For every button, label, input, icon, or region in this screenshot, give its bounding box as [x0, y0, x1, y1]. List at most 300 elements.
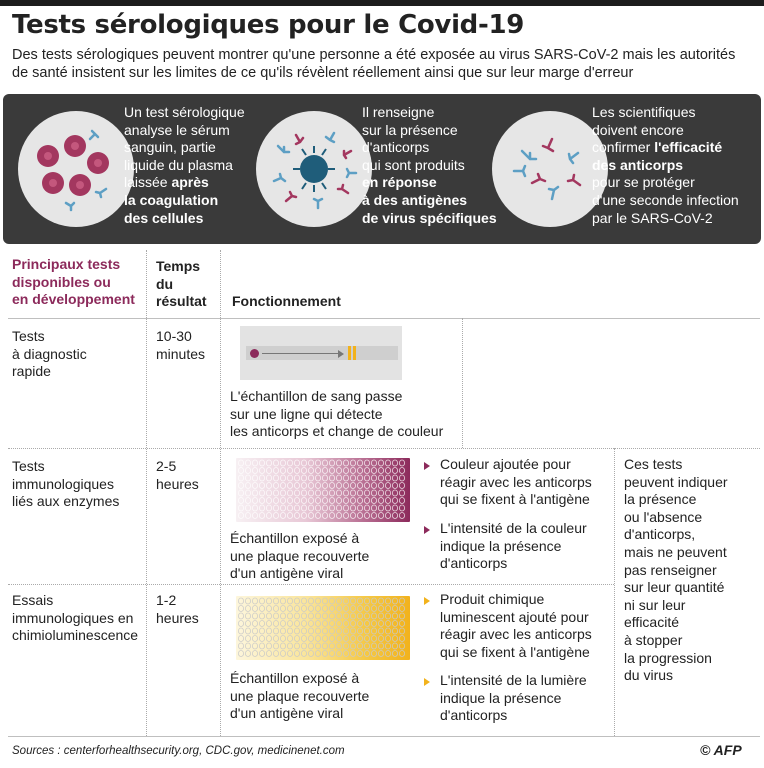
- bullet-arrow-icon: [424, 526, 430, 534]
- plate-well: [343, 613, 348, 619]
- plate-well: [371, 513, 376, 519]
- plate-well: [364, 613, 369, 619]
- plate-well: [252, 483, 257, 489]
- plate-well: [343, 651, 348, 657]
- plate-well: [287, 475, 292, 481]
- plate-well: [329, 606, 334, 612]
- plate-well: [371, 468, 376, 474]
- plate-well: [315, 613, 320, 619]
- plate-well: [343, 483, 348, 489]
- plate-well: [399, 513, 404, 519]
- plate-well: [343, 460, 348, 466]
- plate-well: [308, 628, 313, 634]
- flow-arrow-line: [262, 353, 340, 354]
- plate-well: [308, 513, 313, 519]
- plate-well: [343, 643, 348, 649]
- plate-well: [357, 475, 362, 481]
- plate-well: [294, 613, 299, 619]
- plate-well: [322, 513, 327, 519]
- plate-well: [238, 475, 243, 481]
- plate-well: [357, 483, 362, 489]
- plate-well: [329, 475, 334, 481]
- plate-well: [350, 498, 355, 504]
- plate-well: [287, 483, 292, 489]
- plate-well: [329, 513, 334, 519]
- plate-well: [287, 513, 292, 519]
- plate-well: [287, 498, 292, 504]
- plate-well: [343, 598, 348, 604]
- plate-well: [301, 621, 306, 627]
- plate-well: [392, 606, 397, 612]
- plate-well: [294, 468, 299, 474]
- plate-well: [392, 598, 397, 604]
- plate-well: [259, 628, 264, 634]
- plate-well: [294, 606, 299, 612]
- plate-well: [392, 498, 397, 504]
- plate-well: [287, 606, 292, 612]
- plate-well: [336, 613, 341, 619]
- plate-well: [308, 636, 313, 642]
- plate-well: [294, 498, 299, 504]
- plate-well: [322, 628, 327, 634]
- plate-well: [399, 598, 404, 604]
- plate-well: [392, 490, 397, 496]
- plate-well: [378, 651, 383, 657]
- col-divider-1: [146, 250, 147, 736]
- plate-well: [252, 636, 257, 642]
- plate-well: [329, 505, 334, 511]
- plate-well: [308, 490, 313, 496]
- plate-well: [252, 490, 257, 496]
- plate-well: [245, 505, 250, 511]
- plate-well: [301, 613, 306, 619]
- plate-well: [280, 651, 285, 657]
- plate-well: [238, 483, 243, 489]
- limitations-note: Ces tests peuvent indiquer la présence ou l'absence d'anticorps, mais ne peuvent pas renseigner sur leur quantité ni sur leur efficacité à stopper la progression du virus: [624, 456, 728, 684]
- row-divider-1: [8, 448, 760, 449]
- plate-well: [371, 598, 376, 604]
- plate-well: [259, 460, 264, 466]
- row3-bullet-1: Produit chimique luminescent ajouté pour réagir avec les anticorps qui se fixent à l'antigène: [440, 591, 592, 660]
- plate-well: [273, 505, 278, 511]
- sources: Sources : centerforhealthsecurity.org, CDC.gov, medicinenet.com: [12, 745, 345, 757]
- plate-well: [308, 598, 313, 604]
- plate-well: [329, 636, 334, 642]
- panel-text-3: Les scientifiques doivent encore confirmer l'efficacité des anticorps pour se protéger d'une seconde infection par le SARS-CoV-2: [592, 104, 739, 226]
- row3-time: 1-2 heures: [156, 592, 199, 626]
- plate-well: [322, 468, 327, 474]
- plate-well: [273, 636, 278, 642]
- plate-well: [322, 483, 327, 489]
- plate-well: [378, 475, 383, 481]
- plate-well: [245, 475, 250, 481]
- plate-well: [245, 468, 250, 474]
- top-bar: [0, 0, 764, 6]
- plate-well: [378, 621, 383, 627]
- plate-well: [378, 498, 383, 504]
- plate-well: [245, 460, 250, 466]
- plate-well: [343, 606, 348, 612]
- plate-well: [378, 598, 383, 604]
- plate-well: [329, 613, 334, 619]
- plate-well: [364, 475, 369, 481]
- plate-well: [350, 651, 355, 657]
- plate-well: [273, 468, 278, 474]
- plate-well: [399, 621, 404, 627]
- plate-well: [378, 483, 383, 489]
- plate-well: [329, 628, 334, 634]
- plate-well: [343, 490, 348, 496]
- plate-well: [357, 621, 362, 627]
- plate-well: [252, 498, 257, 504]
- plate-well: [308, 621, 313, 627]
- plate-well: [238, 468, 243, 474]
- plate-well: [266, 636, 271, 642]
- sample-dot: [250, 349, 259, 358]
- plate-well: [315, 505, 320, 511]
- plate-well: [308, 606, 313, 612]
- plate-well: [315, 621, 320, 627]
- plate-well: [350, 598, 355, 604]
- plate-well: [350, 460, 355, 466]
- plate-well: [329, 468, 334, 474]
- plate-well: [329, 460, 334, 466]
- plate-well: [336, 505, 341, 511]
- plate-well: [266, 483, 271, 489]
- plate-well: [238, 498, 243, 504]
- plate-well: [280, 490, 285, 496]
- plate-well: [266, 628, 271, 634]
- plate-well: [259, 621, 264, 627]
- plate-well: [364, 513, 369, 519]
- plate-well: [238, 598, 243, 604]
- plate-well: [399, 475, 404, 481]
- plate-well: [371, 628, 376, 634]
- plate-well: [322, 498, 327, 504]
- plate-well: [266, 613, 271, 619]
- plate-well: [252, 598, 257, 604]
- plate-well: [252, 651, 257, 657]
- plate-well: [392, 613, 397, 619]
- plate-well: [336, 606, 341, 612]
- plate-well: [364, 651, 369, 657]
- plate-well: [280, 606, 285, 612]
- plate-well: [378, 613, 383, 619]
- plate-well: [259, 613, 264, 619]
- plate-well: [315, 606, 320, 612]
- plate-well: [266, 651, 271, 657]
- plate-well: [385, 460, 390, 466]
- plate-well: [301, 643, 306, 649]
- luminescence-plate: [236, 596, 410, 660]
- plate-well: [364, 498, 369, 504]
- plate-well: [350, 621, 355, 627]
- plate-well: [378, 606, 383, 612]
- plate-well: [336, 490, 341, 496]
- header-divider: [8, 318, 760, 319]
- plate-well: [364, 483, 369, 489]
- plate-well: [280, 613, 285, 619]
- plate-well: [245, 643, 250, 649]
- plate-well: [385, 643, 390, 649]
- plate-well: [378, 628, 383, 634]
- plate-well: [399, 460, 404, 466]
- plate-well: [350, 490, 355, 496]
- plate-well: [371, 606, 376, 612]
- plate-well: [336, 651, 341, 657]
- plate-well: [378, 636, 383, 642]
- plate-well: [350, 613, 355, 619]
- plate-well: [245, 490, 250, 496]
- plate-well: [238, 651, 243, 657]
- plate-well: [266, 498, 271, 504]
- plate-well: [392, 483, 397, 489]
- plate-well: [385, 636, 390, 642]
- plate-well: [273, 513, 278, 519]
- plate-well: [280, 621, 285, 627]
- plate-well: [364, 490, 369, 496]
- plate-well: [371, 651, 376, 657]
- plate-well: [385, 628, 390, 634]
- row2-time: 2-5 heures: [156, 458, 199, 492]
- plate-well: [336, 643, 341, 649]
- plate-well: [315, 460, 320, 466]
- plate-well: [245, 498, 250, 504]
- plate-well: [378, 468, 383, 474]
- plate-well: [315, 498, 320, 504]
- plate-well: [287, 490, 292, 496]
- plate-well: [245, 483, 250, 489]
- plate-well: [294, 651, 299, 657]
- plate-well: [287, 621, 292, 627]
- plate-well: [301, 513, 306, 519]
- plate-well: [238, 613, 243, 619]
- plate-well: [238, 505, 243, 511]
- plate-well: [294, 621, 299, 627]
- footer-divider: [8, 736, 760, 737]
- antibodies-illustration: [492, 111, 608, 227]
- plate-well: [371, 490, 376, 496]
- plate-well: [336, 621, 341, 627]
- row-divider-2: [8, 584, 614, 585]
- plate-well: [301, 490, 306, 496]
- plate-well: [301, 468, 306, 474]
- plate-well: [273, 460, 278, 466]
- plate-well: [273, 483, 278, 489]
- plate-well: [378, 505, 383, 511]
- plate-well: [287, 628, 292, 634]
- plate-well: [322, 598, 327, 604]
- plate-well: [294, 460, 299, 466]
- plate-well: [266, 621, 271, 627]
- plate-well: [336, 598, 341, 604]
- plate-well: [259, 468, 264, 474]
- panel-text-1: Un test sérologique analyse le sérum sanguin, partie liquide du plasma laissée après la coagulation des cellules: [124, 104, 245, 226]
- plate-well: [301, 606, 306, 612]
- plate-well: [315, 468, 320, 474]
- header-time: Temps du résultat: [156, 258, 207, 309]
- plate-well: [385, 475, 390, 481]
- plate-well: [343, 505, 348, 511]
- plate-well: [308, 468, 313, 474]
- plate-well: [336, 513, 341, 519]
- plate-well: [399, 613, 404, 619]
- plate-well: [259, 651, 264, 657]
- plate-well: [315, 490, 320, 496]
- plate-well: [322, 606, 327, 612]
- plate-well: [259, 636, 264, 642]
- plate-well: [252, 621, 257, 627]
- plate-well: [315, 513, 320, 519]
- plate-well: [259, 505, 264, 511]
- row3-desc: Échantillon exposé à une plaque recouverte d'un antigène viral: [230, 670, 370, 722]
- plate-well: [336, 628, 341, 634]
- plate-well: [371, 505, 376, 511]
- plate-well: [357, 643, 362, 649]
- plate-well: [364, 460, 369, 466]
- plate-well: [385, 598, 390, 604]
- plate-well: [343, 513, 348, 519]
- plate-well: [266, 475, 271, 481]
- plate-well: [273, 498, 278, 504]
- plate-well: [266, 513, 271, 519]
- plate-well: [315, 475, 320, 481]
- plate-well: [343, 628, 348, 634]
- plate-well: [371, 643, 376, 649]
- plate-well: [322, 643, 327, 649]
- plate-well: [343, 636, 348, 642]
- plate-well: [315, 643, 320, 649]
- plate-well: [294, 636, 299, 642]
- plate-well: [364, 621, 369, 627]
- plate-well: [371, 460, 376, 466]
- row2-bullet-1: Couleur ajoutée pour réagir avec les anticorps qui se fixent à l'antigène: [440, 456, 592, 508]
- plate-well: [259, 643, 264, 649]
- plate-well: [308, 498, 313, 504]
- plate-well: [322, 490, 327, 496]
- plate-well: [294, 483, 299, 489]
- plate-well: [336, 475, 341, 481]
- plate-well: [336, 498, 341, 504]
- plate-well: [238, 606, 243, 612]
- bullet-arrow-icon: [424, 678, 430, 686]
- plate-well: [301, 498, 306, 504]
- plate-well: [294, 475, 299, 481]
- plate-well: [322, 636, 327, 642]
- test-band-1: [348, 346, 351, 360]
- plate-well: [301, 475, 306, 481]
- plate-well: [357, 498, 362, 504]
- plate-well: [301, 598, 306, 604]
- plate-well: [336, 483, 341, 489]
- plate-well: [280, 468, 285, 474]
- plate-well: [280, 483, 285, 489]
- plate-well: [287, 643, 292, 649]
- plate-well: [238, 643, 243, 649]
- plate-well: [273, 621, 278, 627]
- plate-well: [385, 606, 390, 612]
- plate-well: [357, 598, 362, 604]
- plate-well: [238, 636, 243, 642]
- plate-well: [287, 636, 292, 642]
- plate-well: [392, 505, 397, 511]
- plate-well: [252, 643, 257, 649]
- plate-well: [301, 483, 306, 489]
- antibody-icon: [492, 111, 608, 227]
- plate-well: [399, 636, 404, 642]
- plate-well: [245, 513, 250, 519]
- plate-well: [385, 468, 390, 474]
- plate-well: [266, 598, 271, 604]
- plate-well: [357, 613, 362, 619]
- plate-well: [266, 460, 271, 466]
- plate-well: [392, 513, 397, 519]
- plate-well: [322, 475, 327, 481]
- plate-well: [308, 460, 313, 466]
- plate-well: [301, 460, 306, 466]
- plate-well: [399, 643, 404, 649]
- plate-well: [252, 606, 257, 612]
- plate-well: [259, 513, 264, 519]
- plate-well: [308, 643, 313, 649]
- plate-well: [399, 490, 404, 496]
- plate-well: [378, 643, 383, 649]
- plate-well: [350, 606, 355, 612]
- plate-well: [252, 613, 257, 619]
- plate-well: [399, 628, 404, 634]
- plate-well: [378, 460, 383, 466]
- elisa-plate: [236, 458, 410, 522]
- afp-credit: © AFP: [700, 742, 742, 758]
- page-subtitle: Des tests sérologiques peuvent montrer qu'une personne a été exposée au virus SARS-CoV-2 mais les autorités de santé insistent sur les limites de ce qu'ils révèlent réellement ainsi que sur leur marge d'erreur: [12, 47, 736, 81]
- plate-well: [259, 598, 264, 604]
- plate-well: [280, 628, 285, 634]
- plate-well: [322, 651, 327, 657]
- blood-cells-illustration: [18, 111, 134, 227]
- plate-well: [322, 613, 327, 619]
- plate-well: [378, 490, 383, 496]
- plate-well: [378, 513, 383, 519]
- plate-well: [371, 636, 376, 642]
- plate-well: [392, 468, 397, 474]
- plate-well: [350, 513, 355, 519]
- plate-well: [308, 475, 313, 481]
- plate-well: [357, 513, 362, 519]
- plate-well: [273, 598, 278, 604]
- plate-well: [287, 613, 292, 619]
- plate-well: [350, 505, 355, 511]
- plate-well: [266, 490, 271, 496]
- header-tests: Principaux tests disponibles ou en développement: [12, 256, 135, 307]
- flow-arrow-icon: [338, 350, 344, 358]
- plate-well: [385, 613, 390, 619]
- plate-well: [392, 651, 397, 657]
- plate-well: [350, 475, 355, 481]
- plate-well: [301, 628, 306, 634]
- plate-well: [322, 505, 327, 511]
- plate-well: [371, 498, 376, 504]
- plate-well: [301, 636, 306, 642]
- plate-well: [364, 643, 369, 649]
- plate-well: [266, 468, 271, 474]
- plate-well: [371, 475, 376, 481]
- plate-well: [399, 498, 404, 504]
- plate-well: [357, 505, 362, 511]
- plate-well: [266, 643, 271, 649]
- row2-bullet-2: L'intensité de la couleur indique la présence d'anticorps: [440, 520, 587, 572]
- plate-well: [245, 636, 250, 642]
- col-divider-3: [462, 318, 463, 448]
